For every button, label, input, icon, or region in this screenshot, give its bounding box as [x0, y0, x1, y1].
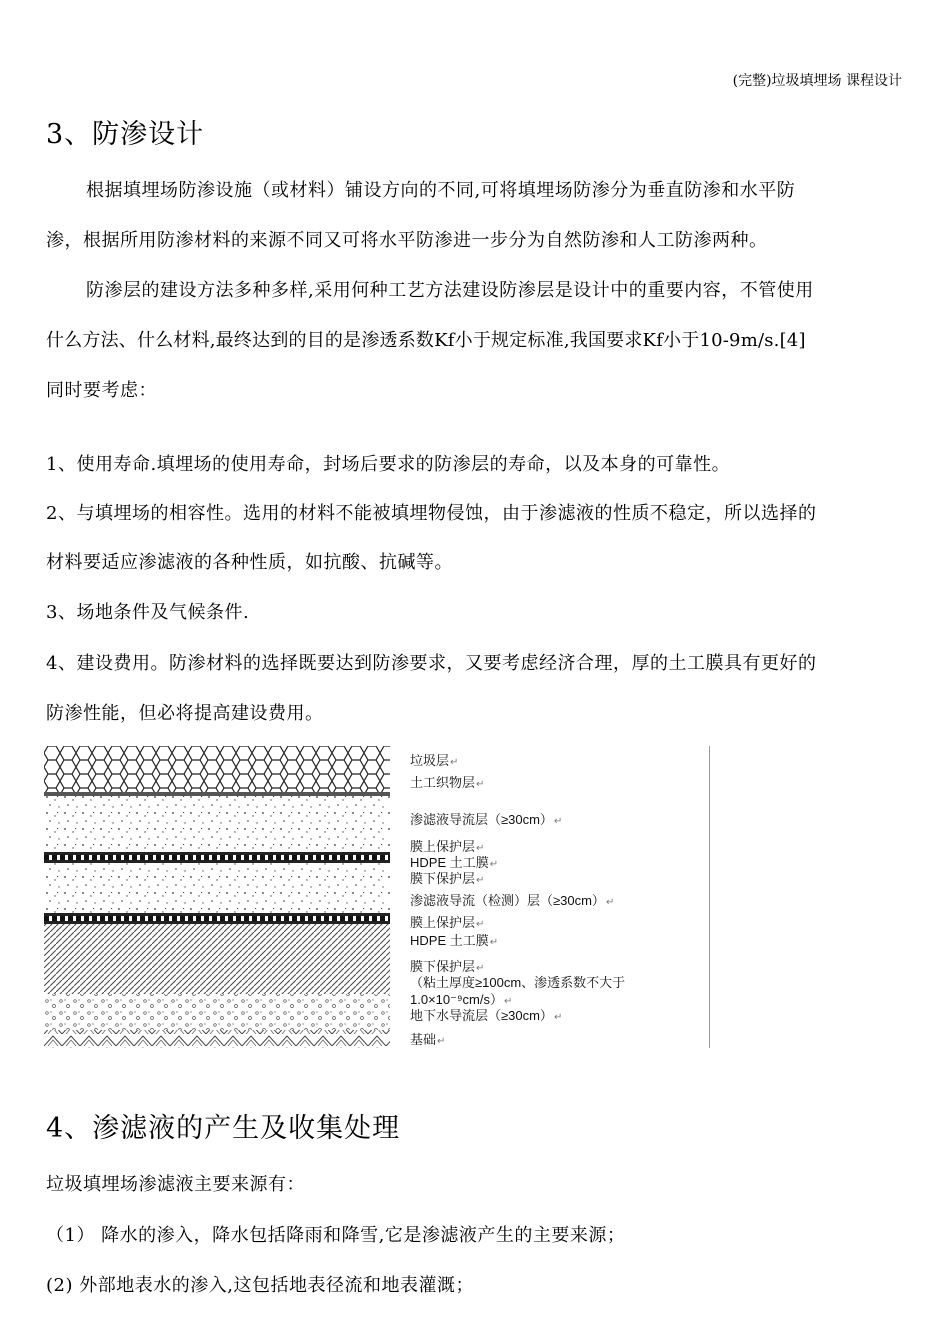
- section-4-intro: 垃圾填埋场渗滤液主要来源有：: [46, 1174, 305, 1195]
- layer-stack-drawing: [44, 746, 390, 1048]
- layer-label: （粘土厚度≥100cm、渗透系数不大于: [410, 975, 626, 990]
- source-item: （1） 降水的渗入，降水包括降雨和降雪,它是渗滤液产生的主要来源；: [46, 1225, 626, 1246]
- layer-label: HDPE 土工膜↵: [410, 855, 499, 870]
- layer-label: 渗滤液导流层（≥30cm）↵: [410, 812, 563, 827]
- layer-label: 地下水导流层（≥30cm）↵: [410, 1008, 563, 1023]
- layer-label: 膜上保护层↵: [410, 839, 485, 854]
- layer-label: 膜下保护层↵: [410, 959, 485, 974]
- layer-label: 垃圾层↵: [410, 753, 459, 768]
- layer-label: 基础↵: [410, 1032, 446, 1047]
- running-header: (完整)垃圾填埋场 课程设计: [732, 73, 902, 89]
- consideration-item: 防渗性能，但必将提高建设费用。: [46, 703, 324, 724]
- consideration-item: 材料要适应渗滤液的各种性质，如抗酸、抗碱等。: [46, 552, 453, 573]
- section-4-title: 4、渗滤液的产生及收集处理: [46, 1113, 401, 1144]
- paragraph-1-line-2: 渗，根据所用防渗材料的来源不同又可将水平防渗进一步分为自然防渗和人工防渗两种。: [46, 230, 768, 251]
- consideration-item: 1、使用寿命.填埋场的使用寿命，封场后要求的防渗层的寿命，以及本身的可靠性。: [46, 454, 731, 475]
- consideration-item: 4、建设费用。防渗材料的选择既要达到防渗要求，又要考虑经济合理，厚的土工膜具有更好的: [46, 653, 817, 674]
- layer-label: HDPE 土工膜↵: [410, 933, 499, 948]
- paragraph-2-line-3: 同时要考虑：: [46, 380, 157, 401]
- layer-label: 膜下保护层↵: [410, 871, 485, 886]
- layer-label: 土工织物层↵: [410, 775, 485, 790]
- paragraph-2-line-2: 什么方法、什么材料,最终达到的目的是渗透系数Kf小于规定标准,我国要求Kf小于10-9m/s.[4]: [46, 330, 806, 351]
- consideration-item: 3、场地条件及气候条件.: [46, 602, 250, 623]
- paragraph-2-line-1: 防渗层的建设方法多种多样,采用何种工艺方法建设防渗层是设计中的重要内容，不管使用: [86, 280, 814, 301]
- liner-cross-section-figure: [44, 746, 710, 1048]
- section-3-title: 3、防渗设计: [46, 119, 205, 150]
- paragraph-1-line-1: 根据填埋场防渗设施（或材料）铺设方向的不同,可将填埋场防渗分为垂直防渗和水平防: [86, 180, 796, 201]
- source-item: (2) 外部地表水的渗入,这包括地表径流和地表灌溉；: [46, 1275, 474, 1296]
- layer-label: 渗滤液导流（检测）层（≥30cm）↵: [410, 893, 615, 908]
- consideration-item: 2、与填埋场的相容性。选用的材料不能被填埋物侵蚀，由于渗滤液的性质不稳定，所以选择的: [46, 503, 817, 524]
- layer-label: 1.0×10⁻⁹cm/s）↵: [410, 992, 513, 1007]
- layer-label: 膜上保护层↵: [410, 915, 485, 930]
